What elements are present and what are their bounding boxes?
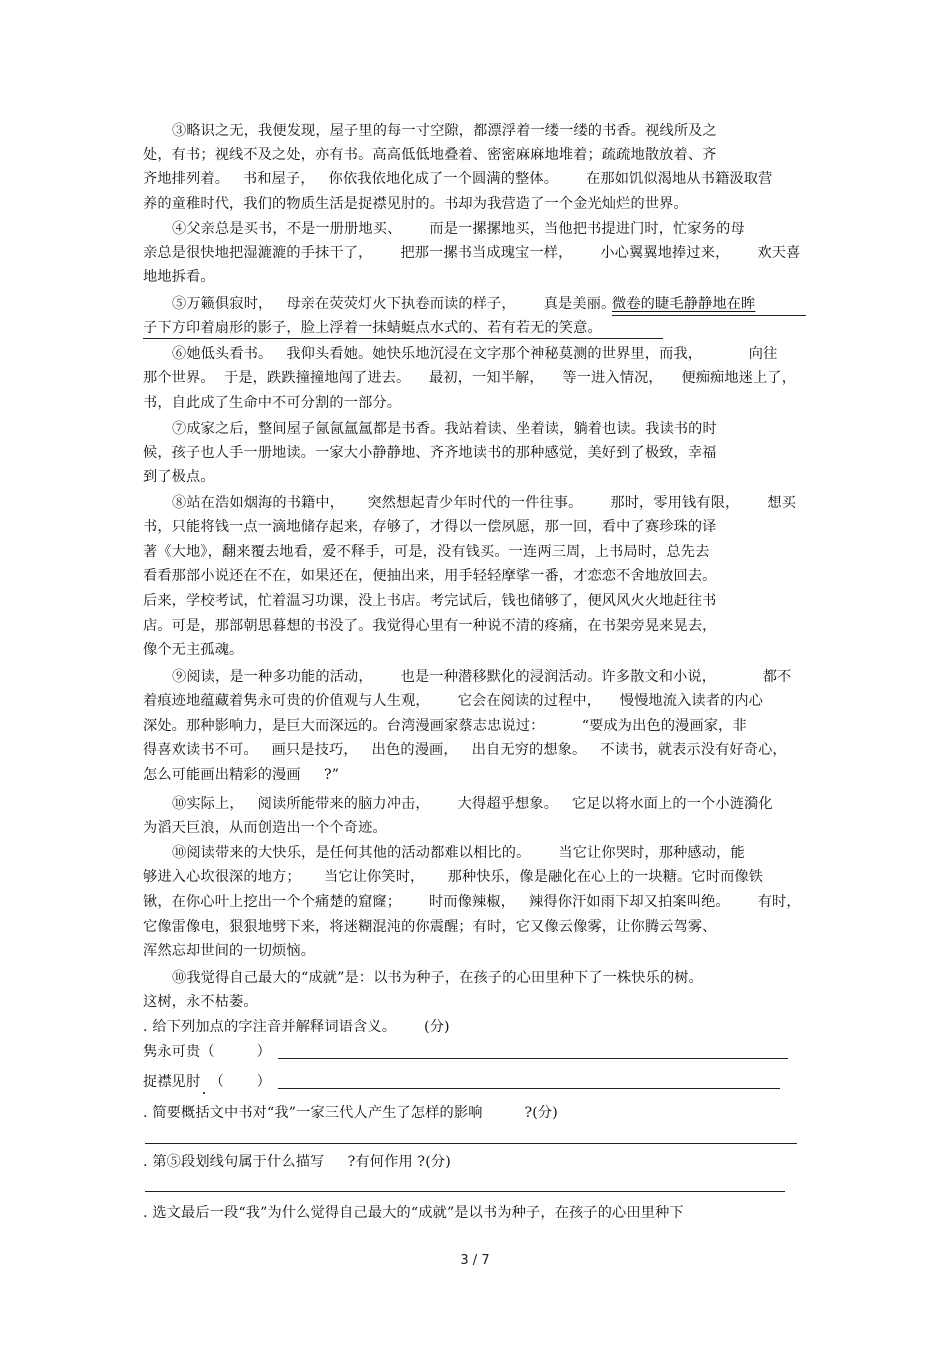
underline (612, 315, 806, 316)
text-line: 书，自此成了生命中不可分割的一部分。 (143, 395, 402, 411)
text-line: 到了极点。 (143, 469, 215, 485)
page-number: 3 / 7 (460, 1253, 490, 1268)
question-3: . 第⑤段划线句属于什么描写 ?有何作用 ?(分) (143, 1154, 451, 1170)
text-line: ⑦成家之后，整间屋子氤氤氲氲都是书香。我站着读、坐着读，躺着也读。我读书的时 (172, 421, 717, 437)
underline (143, 338, 663, 339)
text-line: 亲总是很快地把湿漉漉的手抹干了， 把那一摞书当成瑰宝一样， 小心翼翼地捧过来， 欢天喜 (143, 245, 801, 261)
text-line: 浑然忘却世间的一切烦恼。 (143, 943, 316, 959)
text-line: 锹，在你心叶上挖出一个个痛楚的窟窿； 时而像辣椒， 辣得你汗如雨下却又拍案叫绝。 有时， (143, 894, 801, 910)
text-line: 候，孩子也人手一册地读。一家大小静静地、齐齐地读书的那种感觉，美好到了极致，幸福 (143, 445, 717, 461)
text-line: ⑩实际上， 阅读所能带来的脑力冲击， 大得超乎想象。 它足以将水面上的一个小涟漪化 (172, 796, 773, 812)
text-line: 著《大地》，翻来覆去地看，爱不释手，可是，没有钱买。一连两三周，上书局时，总先去 (143, 544, 710, 560)
text-line: 像个无主孤魂。 (143, 642, 244, 658)
text-line: ⑩我觉得自己最大的“成就”是：以书为种子，在孩子的心田里种下了一株快乐的树。 (172, 970, 703, 986)
text-line: 书，只能将钱一点一滴地储存起来，存够了，才得以一偿夙愿，那一回，看中了赛珍珠的译 (143, 519, 717, 535)
emphasis-dot (203, 1092, 205, 1094)
answer-line[interactable] (278, 1058, 788, 1059)
text-line: ⑩阅读带来的大快乐，是任何其他的活动都难以相比的。 当它让你哭时，那种感动，能 (172, 845, 745, 861)
text-line: 它像雷像电，狠狠地劈下来，将迷糊混沌的你震醒；有时，它又像云像雾，让你腾云驾雾、 (143, 919, 717, 935)
text-line: 这树，永不枯萎。 (143, 994, 258, 1010)
text-line: 得喜欢读书不可。 画只是技巧， 出色的漫画， 出自无穷的想象。 不读书，就表示没有好奇心， (143, 742, 787, 758)
underlined-sentence: 微卷的睫毛静静地在眸 (612, 296, 756, 312)
question-4: . 选文最后一段“我”为什么觉得自己最大的“成就”是以书为种子，在孩子的心田里种下 (143, 1205, 684, 1221)
text-line: 那个世界。 于是，跌跌撞撞地闯了进去。 最初，一知半解， 等一进入情况， 便痴痴地迷上了， (143, 370, 797, 386)
text-line: ④父亲总是买书，不是一册册地买、 而是一摞摞地买，当他把书提进门时，忙家务的母 (172, 221, 745, 237)
text-line: 地地拆看。 (143, 269, 215, 285)
text-line: 养的童稚时代，我们的物质生活是捉襟见肘的。书却为我营造了一个金光灿烂的世界。 (143, 196, 688, 212)
text-line: 为滔天巨浪，从而创造出一个个奇迹。 (143, 820, 387, 836)
text-line: 怎么可能画出精彩的漫画 ?” (143, 767, 340, 783)
question-1: . 给下列加点的字注音并解释词语含义。 (分) (143, 1019, 450, 1035)
answer-line[interactable] (145, 1191, 785, 1192)
text-line: ③略识之无，我便发现，屋子里的每一寸空隙，都漂浮着一缕一缕的书香。视线所及之 (172, 123, 717, 139)
text-line: 后来，学校考试，忙着温习功课，没上书店。考完试后，钱也储够了，便风风火火地赶往书 (143, 593, 717, 609)
text-line: 够进入心坎很深的地方； 当它让你笑时， 那种快乐，像是融化在心上的一块糖。它时而像铁 (143, 869, 764, 885)
text-line: ⑨阅读，是一种多功能的活动， 也是一种潜移默化的浸润活动。许多散文和小说， 都不 (172, 669, 792, 685)
question-1b-word: 捉襟见肘 （ ） (143, 1074, 271, 1090)
question-1a-word: 隽永可贵（ ） (143, 1044, 271, 1060)
text-line: 深处。那种影响力，是巨大而深远的。台湾漫画家蔡志忠说过： “要成为出色的漫画家，非 (143, 718, 747, 734)
text-line: ⑥她低头看书。 我仰头看她。她快乐地沉浸在文字那个神秘莫测的世界里，而我， 向往 (172, 346, 778, 362)
text-line: ⑧站在浩如烟海的书籍中， 突然想起青少年时代的一件往事。 那时，零用钱有限， 想买 (172, 495, 797, 511)
text-line: 看看那部小说还在不在，如果还在，便抽出来，用手轻轻摩挲一番，才恋恋不舍地放回去。 (143, 568, 717, 584)
text-line: 齐地排列着。 书和屋子， 你依我依地化成了一个圆满的整体。 在那如饥似渴地从书籍汲取营 (143, 171, 773, 187)
text-line: 着痕迹地蕴藏着隽永可贵的价值观与人生观， 它会在阅读的过程中， 慢慢地流入读者的内心 (143, 693, 764, 709)
answer-line[interactable] (145, 1143, 797, 1144)
text-line: 处，有书；视线不及之处，亦有书。高高低低地叠着、密密麻麻地堆着；疏疏地散放着、齐 (143, 147, 717, 163)
question-2: . 简要概括文中书对“我”一家三代人产生了怎样的影响 ?(分) (143, 1105, 558, 1121)
text-line: ⑤万籁俱寂时， 母亲在荧荧灯火下执卷而读的样子， 真是美丽。 (172, 296, 616, 312)
text-line: 店。可是，那部朝思暮想的书没了。我觉得心里有一种说不清的疼痛，在书架旁晃来晃去， (143, 618, 717, 634)
answer-line[interactable] (278, 1088, 780, 1089)
underlined-sentence-continued: 子下方印着扇形的影子，脸上浮着一抹蜻蜓点水式的、若有若无的笑意。 (143, 320, 602, 336)
